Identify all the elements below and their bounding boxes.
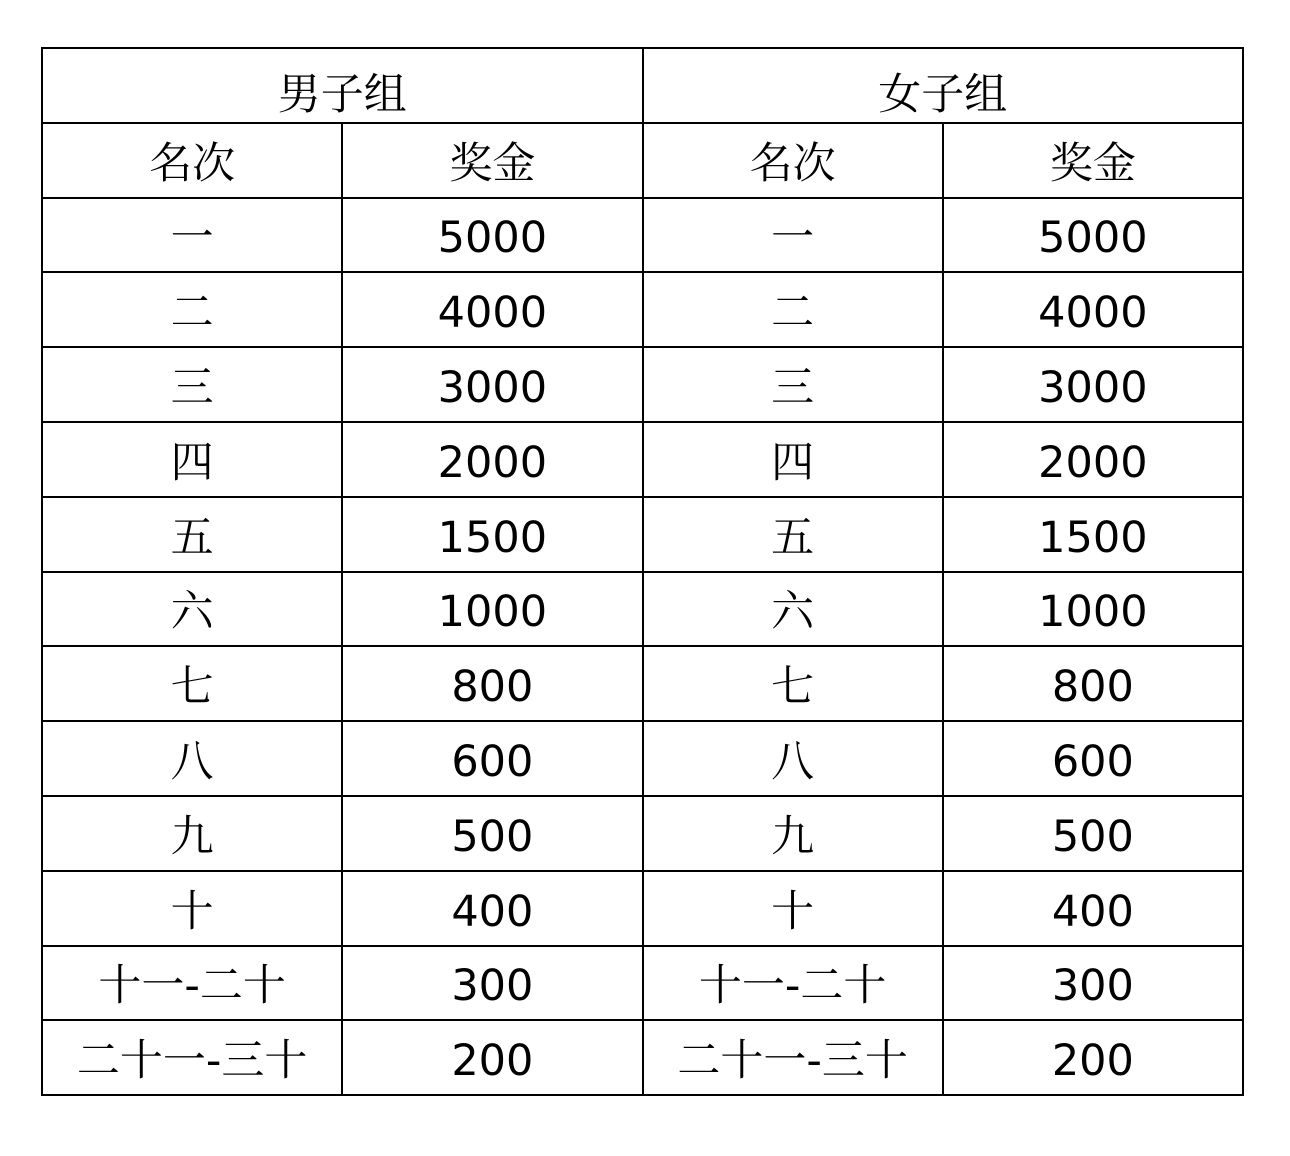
prize-text: 4000: [1038, 288, 1148, 339]
group-header-row: [42, 48, 1243, 123]
men-prize-cell: [342, 272, 642, 347]
column-header-women-prize: [943, 123, 1243, 198]
prize-text: 600: [451, 737, 534, 788]
table-row: [42, 272, 1243, 347]
table-row: [42, 721, 1243, 796]
column-header-row: [42, 123, 1243, 198]
women-rank-cell: [643, 272, 943, 347]
women-prize-cell: [943, 422, 1243, 497]
men-rank-cell: [42, 721, 342, 796]
women-rank-cell: [643, 347, 943, 422]
prize-text: 5000: [1038, 213, 1148, 264]
prize-text: 3000: [437, 363, 548, 414]
column-header-label: 名次: [749, 138, 836, 189]
women-prize-cell: [943, 1020, 1243, 1095]
men-prize-cell: [342, 1020, 642, 1095]
men-prize-cell: [342, 497, 642, 572]
men-prize-cell: [342, 347, 642, 422]
prize-text: 400: [1051, 886, 1134, 937]
prize-text: 300: [1051, 961, 1134, 1012]
prize-text: 3000: [1038, 363, 1148, 414]
column-header-men-rank: [42, 123, 342, 198]
men-prize-cell: [342, 646, 642, 721]
column-header-label: 奖金: [449, 138, 536, 189]
table-row: [42, 198, 1243, 273]
rank-text: 七: [771, 662, 815, 713]
prize-text: 300: [451, 961, 534, 1012]
prize-text: 4000: [437, 288, 548, 339]
column-header-women-rank: [643, 123, 943, 198]
men-rank-cell: [42, 1020, 342, 1095]
prize-text: 1500: [437, 512, 548, 563]
prize-text: 800: [1051, 662, 1134, 713]
prize-text: 600: [1051, 737, 1134, 788]
rank-text: 四: [771, 437, 815, 488]
table-row: [42, 796, 1243, 871]
rank-text: 五: [170, 512, 214, 563]
women-prize-cell: [943, 572, 1243, 647]
women-prize-cell: [943, 871, 1243, 946]
rank-text: 十一-二十: [98, 961, 286, 1012]
men-rank-cell: [42, 422, 342, 497]
table-row: [42, 1020, 1243, 1095]
prize-text: 2000: [1038, 437, 1148, 488]
women-prize-cell: [943, 272, 1243, 347]
prize-text: 1500: [1038, 512, 1148, 563]
prize-text: 500: [451, 811, 534, 862]
rank-text: 六: [771, 587, 815, 638]
women-prize-cell: [943, 497, 1243, 572]
column-header-label: 名次: [149, 138, 236, 189]
women-rank-cell: [643, 721, 943, 796]
table-row: [42, 422, 1243, 497]
prize-text: 200: [1051, 1036, 1134, 1087]
table-row: [42, 572, 1243, 647]
prize-text: 800: [451, 662, 534, 713]
men-prize-cell: [342, 796, 642, 871]
women-prize-cell: [943, 796, 1243, 871]
rank-text: 七: [170, 662, 214, 713]
men-prize-cell: [342, 422, 642, 497]
rank-text: 十一-二十: [698, 961, 887, 1012]
men-rank-cell: [42, 198, 342, 273]
rank-text: 一: [771, 213, 815, 264]
women-rank-cell: [643, 1020, 943, 1095]
column-header-label: 奖金: [1049, 138, 1136, 189]
group-header-men: [42, 48, 643, 123]
rank-text: 二: [170, 288, 214, 339]
women-rank-cell: [643, 198, 943, 273]
group-header-women-label: 女子组: [878, 69, 1008, 120]
prize-text: 400: [451, 886, 534, 937]
men-prize-cell: [342, 721, 642, 796]
men-rank-cell: [42, 946, 342, 1021]
men-prize-cell: [342, 871, 642, 946]
women-rank-cell: [643, 646, 943, 721]
table-body: [42, 198, 1243, 1096]
men-rank-cell: [42, 796, 342, 871]
rank-text: 四: [170, 437, 214, 488]
table-row: [42, 871, 1243, 946]
prize-text: 1000: [1038, 587, 1148, 638]
women-prize-cell: [943, 646, 1243, 721]
women-rank-cell: [643, 497, 943, 572]
group-header-men-label: 男子组: [277, 69, 407, 120]
women-prize-cell: [943, 347, 1243, 422]
rank-text: 八: [771, 737, 815, 788]
rank-text: 十: [771, 886, 815, 937]
men-rank-cell: [42, 347, 342, 422]
prize-text: 2000: [437, 437, 548, 488]
women-rank-cell: [643, 871, 943, 946]
men-prize-cell: [342, 198, 642, 273]
rank-text: 二十一-三十: [677, 1036, 908, 1087]
rank-text: 九: [170, 811, 214, 862]
rank-text: 三: [771, 363, 815, 414]
women-rank-cell: [643, 796, 943, 871]
prize-text: 1000: [437, 587, 548, 638]
prize-text: 200: [451, 1036, 534, 1087]
rank-text: 九: [771, 811, 815, 862]
table-row: [42, 347, 1243, 422]
men-prize-cell: [342, 946, 642, 1021]
rank-text: 一: [170, 213, 214, 264]
table-row: [42, 946, 1243, 1021]
women-rank-cell: [643, 572, 943, 647]
men-rank-cell: [42, 497, 342, 572]
men-rank-cell: [42, 646, 342, 721]
women-prize-cell: [943, 946, 1243, 1021]
table-header: [42, 48, 1243, 198]
column-header-men-prize: [342, 123, 642, 198]
rank-text: 二十一-三十: [76, 1036, 308, 1087]
women-prize-cell: [943, 721, 1243, 796]
men-rank-cell: [42, 871, 342, 946]
rank-text: 二: [771, 288, 815, 339]
rank-text: 三: [170, 363, 214, 414]
group-header-women: [643, 48, 1244, 123]
women-prize-cell: [943, 198, 1243, 273]
women-rank-cell: [643, 946, 943, 1021]
prize-text: 500: [1051, 811, 1134, 862]
prize-table: [41, 47, 1244, 1096]
rank-text: 十: [170, 886, 214, 937]
prize-text: 5000: [437, 213, 548, 264]
rank-text: 八: [170, 737, 214, 788]
table-row: [42, 646, 1243, 721]
rank-text: 六: [170, 587, 214, 638]
men-rank-cell: [42, 572, 342, 647]
men-rank-cell: [42, 272, 342, 347]
rank-text: 五: [771, 512, 815, 563]
table-row: [42, 497, 1243, 572]
women-rank-cell: [643, 422, 943, 497]
men-prize-cell: [342, 572, 642, 647]
